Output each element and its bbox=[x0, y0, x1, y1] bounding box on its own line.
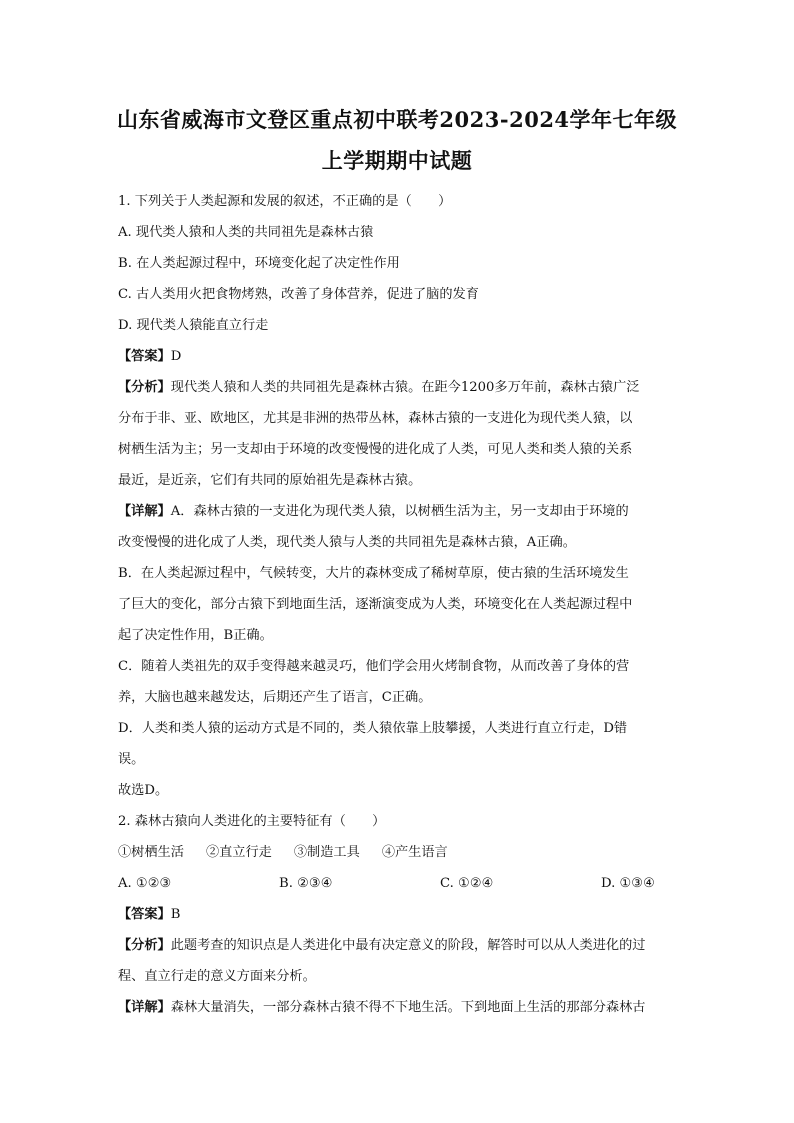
q1-conclusion: 故选D。 bbox=[118, 783, 169, 798]
document-title-line-2: 上学期期中试题 bbox=[321, 148, 473, 173]
q2-item: ①树栖生活 bbox=[118, 845, 184, 860]
q2-option-d: D. ①③④ bbox=[601, 876, 655, 891]
q2-option-a: A. ①②③ bbox=[118, 876, 172, 891]
q2-item: ④产生语言 bbox=[381, 845, 448, 860]
q1-analysis-line: 分布于非、亚、欧地区，尤其是非洲的热带丛林，森林古猿的一支进化为现代类人猿，以 bbox=[118, 411, 633, 426]
q2-option-c: C. ①②④ bbox=[440, 876, 494, 891]
q1-answer-value: D bbox=[170, 349, 182, 364]
q2-answer bbox=[118, 899, 684, 930]
q1-detail-line: 起了决定性作用，B正确。 bbox=[118, 628, 273, 643]
q2-analysis-line: 【分析】此题考查的知识点是人类进化中最有决定意义的阶段，解答时可以从人类进化的过 bbox=[118, 938, 646, 953]
q1-detail-line: C．随着人类祖先的双手变得越来越灵巧，他们学会用火烤制食物，从而改善了身体的营 bbox=[118, 659, 630, 674]
q1-detail-line: 了巨大的变化，部分古猿下到地面生活，逐渐演变成为人类，环境变化在人类起源过程中 bbox=[118, 597, 633, 612]
q1-analysis-line: 【分析】现代类人猿和人类的共同祖先是森林古猿。在距今1200多万年前，森林古猿广泛 bbox=[118, 380, 640, 395]
q2-item: ③制造工具 bbox=[293, 845, 360, 860]
q2-option-b: B. ②③④ bbox=[279, 876, 333, 891]
q1-detail-line: 误。 bbox=[118, 752, 145, 767]
q2-stem: 2. 森林古猿向人类进化的主要特征有（ ） bbox=[118, 814, 386, 829]
q2-analysis-tag: 【分析】 bbox=[118, 938, 171, 953]
q1-detail-line: 养，大脑也越来越发达，后期还产生了语言，C正确。 bbox=[118, 690, 432, 705]
q2-analysis-line: 程、直立行走的意义方面来分析。 bbox=[118, 969, 316, 984]
document-title-line-1: 山东省威海市文登区重点初中联考2023-2024学年七年级 bbox=[116, 107, 678, 132]
q1-detail-tag: 【详解】 bbox=[118, 504, 171, 519]
q2-item: ②直立行走 bbox=[205, 845, 272, 860]
q2-options bbox=[118, 868, 684, 899]
q1-analysis-line: 树栖生活为主；另一支却由于环境的改变慢慢的进化成了人类，可见人类和类人猿的关系 bbox=[118, 442, 633, 457]
q1-detail-line: 【详解】A．森林古猿的一支进化为现代类人猿，以树栖生活为主，另一支却由于环境的 bbox=[118, 504, 629, 519]
document-body bbox=[118, 186, 684, 1023]
q2-detail-line: 【详解】森林大量消失，一部分森林古猿不得不下地生活。下到地面上生活的那部分森林古 bbox=[118, 1000, 646, 1015]
q1-option-b: B. 在人类起源过程中，环境变化起了决定性作用 bbox=[118, 256, 400, 271]
q1-answer-tag: 【答案】 bbox=[118, 349, 171, 364]
q1-answer bbox=[118, 341, 684, 372]
q1-detail-line: D．人类和类人猿的运动方式是不同的，类人猿依靠上肢攀援，人类进行直立行走，D错 bbox=[118, 721, 628, 736]
q2-items bbox=[118, 837, 684, 868]
q1-detail-line: B．在人类起源过程中，气候转变，大片的森林变成了稀树草原，使古猿的生活环境发生 bbox=[118, 566, 629, 581]
q2-answer-tag: 【答案】 bbox=[118, 907, 171, 922]
q1-detail-line: 改变慢慢的进化成了人类，现代类人猿与人类的共同祖先是森林古猿，A正确。 bbox=[118, 535, 576, 550]
q1-analysis-line: 最近，是近亲，它们有共同的原始祖先是森林古猿。 bbox=[118, 473, 422, 488]
q2-detail-tag: 【详解】 bbox=[118, 1000, 171, 1015]
q1-option-d: D. 现代类人猿能直立行走 bbox=[118, 318, 269, 333]
q2-answer-value: B bbox=[170, 907, 181, 922]
q1-option-a: A. 现代类人猿和人类的共同祖先是森林古猿 bbox=[118, 225, 374, 240]
q1-option-c: C. 古人类用火把食物烤熟，改善了身体营养，促进了脑的发育 bbox=[118, 287, 479, 302]
q1-analysis-tag: 【分析】 bbox=[118, 380, 171, 395]
q1-stem: 1. 下列关于人类起源和发展的叙述，不正确的是（ ） bbox=[118, 194, 452, 209]
